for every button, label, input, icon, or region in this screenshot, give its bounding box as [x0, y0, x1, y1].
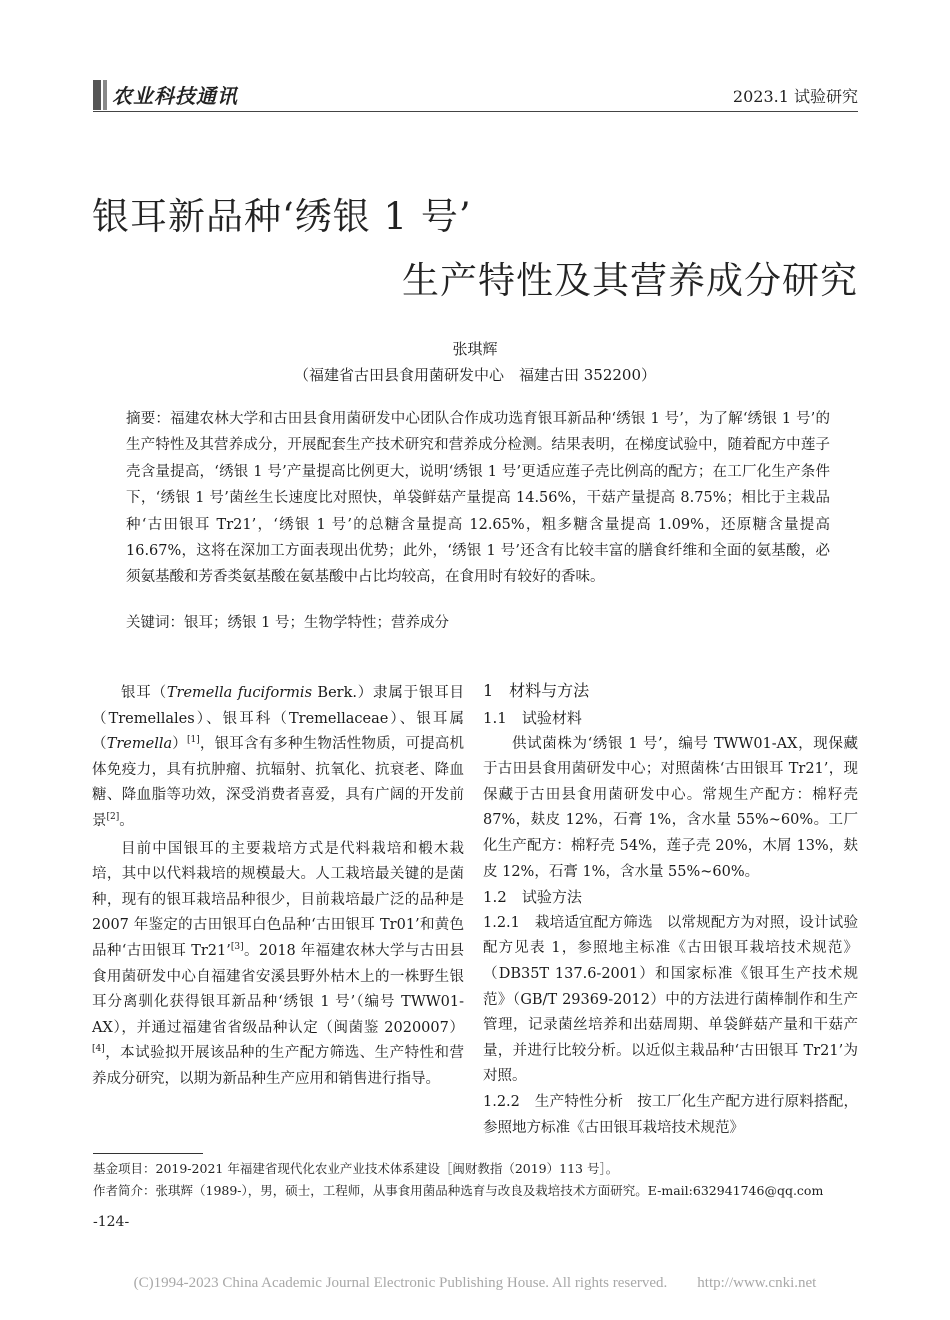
- citation-ref: [1]: [187, 735, 200, 746]
- method-text: 以常规配方为对照，设计试验配方见表 1，参照地主标准《古田银耳栽培技术规范》（DB35T 137.6-2001）和国家标准《银耳生产技术规范》（GB/T 29369-2012）中的方法进行菌棒制作和生产管理，记录菌丝培养和出菇周期、单袋鲜菇产量和干菇产量，并进行比较分析。以近似主栽品种‘古田银耳 Tr21’为对照。: [483, 914, 858, 1085]
- intro-paragraph-1: [92, 681, 464, 835]
- citation-ref: [2]: [106, 812, 120, 823]
- materials-paragraph: 供试菌株为‘绣银 1 号’，编号 TWW01-AX，现保藏于古田县食用菌研发中心；对照菌株‘古田银耳 Tr21’，现保藏于古田县食用菌研发中心。常规生产配方：棉籽壳 87%，麸皮 12%，石膏 1%，含水量 55%~60%。工厂化生产配方：棉籽壳 54%，莲子壳 20%，木屑 13%，麸皮 12%，石膏 1%，含水量 55%~60%。: [483, 735, 858, 880]
- header-bar-mark: [93, 80, 101, 110]
- method-1-2-2-paragraph: [483, 1090, 858, 1141]
- text-span: 目前中国银耳的主要栽培方式是代料栽培和椴木栽培，其中以代料栽培的规模最大。人工栽培最关键的是菌种，现有的银耳栽培品种很少，目前栽培最广泛的品种是 2007 年鉴定的古田银耳白色品种‘古田银耳 Tr01’和黄色品种‘古田银耳 Tr21’: [92, 840, 464, 959]
- subsection-heading: 1.1 试验材料: [483, 709, 582, 727]
- citation-ref: [3]: [230, 942, 244, 953]
- author-name: 张琪辉: [452, 340, 498, 358]
- title-line-1: 银耳新品种‘绣银 1 号’: [92, 195, 472, 238]
- funding-note: 基金项目：2019-2021 年福建省现代化农业产业技术体系建设［闽财教指（2019）113 号］。: [93, 1161, 619, 1176]
- text-span: Berk.）隶属于银耳目（Tremellales）、银耳科（Tremellaceae）、银耳属（: [92, 685, 464, 753]
- section-heading: 1 材料与方法: [483, 681, 590, 700]
- text-span: 。: [119, 812, 134, 829]
- text-span: ，银耳含有多种生物活性物质，可提高机体免疫力，具有抗肿瘤、抗辐射、抗氧化、抗衰老、降血糖、降血脂等功效，深受消费者喜爱，具有广阔的开发前景: [92, 736, 465, 829]
- issue-label: 2023.1 试验研究: [732, 87, 858, 106]
- copyright-watermark: (C)1994-2023 China Academic Journal Electronic Publishing House. All rights reserved. http://www.cnki.net: [133, 1275, 817, 1291]
- text-span: 。2018 年福建农林大学与古田县食用菌研发中心自福建省安溪县野外枯木上的一株野生银耳分离驯化获得银耳新品种‘绣银 1 号’（编号 TWW01-AX），并通过福建省省级品种认定（闽菌鉴 2020007）: [92, 942, 464, 1036]
- method-text: 按工厂化生产配方进行原料搭配，参照地方标准《古田银耳栽培技术规范》: [483, 1093, 858, 1136]
- method-label: 1.2.2 生产特性分析: [483, 1093, 624, 1110]
- header-bar-mark-secondary: [103, 80, 107, 110]
- keywords: 关键词：银耳；绣银 1 号；生物学特性；营养成分: [126, 615, 449, 631]
- subsection-heading: 1.2 试验方法: [483, 888, 582, 907]
- abstract: 摘要：福建农林大学和古田县食用菌研发中心团队合作成功选育银耳新品种‘绣银 1 号’，为了解‘绣银 1 号’的生产特性及其营养成分，开展配套生产技术研究和营养成分检测。结果表明，在梯度试验中，随着配方中莲子壳含量提高，‘绣银 1 号’产量提高比例更大，说明‘绣银 1 号’更适应莲子壳比例高的配方；在工厂化生产条件下，‘绣银 1 号’菌丝生长速度比对照快，单袋鲜菇产量提高 14.56%，干菇产量提高 8.75%；相比于主栽品种‘古田银耳 Tr21’，‘绣银 1 号’的总糖含量提高 12.65%，粗多糖含量提高 1.09%，还原糖含量提高 16.67%，这将在深加工方面表现出优势；此外，‘绣银 1 号’还含有比较丰富的膳食纤维和全面的氨基酸，必须氨基酸和芳香类氨基酸在氨基酸中占比均较高，在食用时有较好的香味。: [126, 411, 830, 586]
- journal-logo: 农业科技通讯: [112, 84, 238, 108]
- right-column: [483, 678, 858, 1141]
- text-span: ）: [172, 736, 187, 753]
- left-column: [92, 681, 464, 1093]
- text-span: ，本试验拟开展该品种的生产配方筛选、生产特性和营养成分研究，以期为新品种生产应用和销售进行指导。: [92, 1045, 464, 1087]
- method-label: 1.2.1 栽培适宜配方筛选: [483, 914, 653, 931]
- page-number: -124-: [93, 1214, 130, 1230]
- title-line-2: 生产特性及其营养成分研究: [402, 259, 858, 302]
- scientific-name: Tremella: [106, 736, 173, 753]
- method-1-2-1-paragraph: [483, 911, 858, 1090]
- citation-ref: [4]: [92, 1044, 105, 1055]
- scientific-name: Tremella fuciformis: [166, 685, 313, 701]
- author-affiliation: （福建省古田县食用菌研发中心 福建古田 352200）: [293, 366, 657, 384]
- header-rule: [93, 111, 858, 112]
- author-bio-note: 作者简介：张琪辉（1989-），男，硕士，工程师，从事食用菌品种选育与改良及栽培技术方面研究。E-mail:632941746@qq.com: [93, 1183, 824, 1198]
- intro-paragraph-2: [92, 837, 464, 1093]
- footnote-rule: [93, 1153, 203, 1154]
- text-span: 银耳（: [121, 685, 167, 701]
